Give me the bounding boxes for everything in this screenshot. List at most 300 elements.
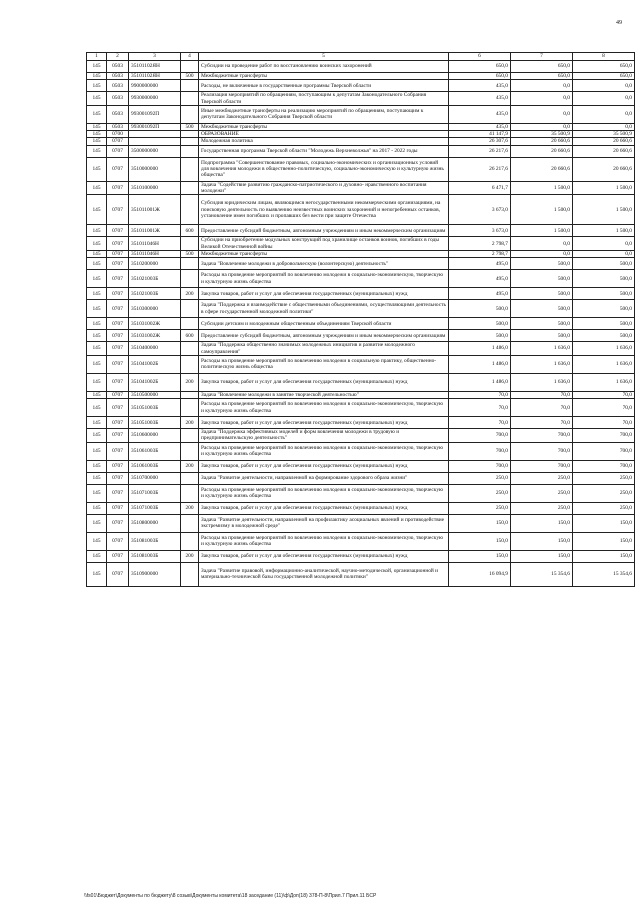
expense-type-cell: 600	[181, 225, 199, 237]
target-article-cell: 351071003Б	[129, 502, 181, 514]
target-article-cell: 351011001Ж	[129, 225, 181, 237]
department-code-cell: 145	[87, 318, 107, 330]
department-code-cell: 145	[87, 472, 107, 484]
target-article-cell: 9930000000	[129, 92, 181, 106]
table-row	[87, 342, 635, 356]
target-article-cell: 351011046Н	[129, 250, 181, 257]
item-name-cell: Межбюджетные трансферты	[199, 123, 449, 130]
department-code-cell: 145	[87, 460, 107, 472]
amount-year3-cell: 0,0	[573, 237, 635, 251]
amount-year1-cell: 495,0	[449, 270, 511, 288]
file-path-footer: \\fs01\Бюджет\Документы по бюджету\8 созыв\Документы комитета\18 заседание (11)\ф\Доп(18) 378-П-8\Прил.7 Прил.11 БСР	[84, 893, 377, 899]
amount-year1-cell: 500,0	[449, 318, 511, 330]
item-name-cell: Закупка товаров, работ и услуг для обеспечения государственных (муниципальных) нужд	[199, 502, 449, 514]
section-code-cell: 0503	[107, 123, 129, 130]
section-code-cell: 0707	[107, 391, 129, 398]
table-row	[87, 550, 635, 562]
amount-year3-cell: 150,0	[573, 532, 635, 550]
table-row	[87, 80, 635, 92]
amount-year2-cell: 15 354,6	[511, 562, 573, 586]
amount-year2-cell: 70,0	[511, 417, 573, 429]
department-code-cell: 145	[87, 145, 107, 157]
target-article-cell: 3510600000	[129, 429, 181, 443]
department-code-cell: 145	[87, 399, 107, 417]
expense-type-cell	[181, 391, 199, 398]
section-code-cell: 0707	[107, 181, 129, 195]
expense-type-cell: 500	[181, 250, 199, 257]
target-article-cell: 35101102ЯН	[129, 73, 181, 80]
amount-year3-cell: 150,0	[573, 550, 635, 562]
expense-type-cell: 200	[181, 550, 199, 562]
section-code-cell: 0707	[107, 225, 129, 237]
amount-year3-cell: 15 354,6	[573, 562, 635, 586]
target-article-cell: 351041002Б	[129, 355, 181, 373]
item-name-cell: Расходы на проведение мероприятий по вовлечению молодежи в социальную практику, общественно-политическую жизнь общества	[199, 355, 449, 373]
item-name-cell: Расходы на проведение мероприятий по вовлечению молодежи в социально-экономическую, творческую и культурную жизнь общества	[199, 484, 449, 502]
department-code-cell: 145	[87, 442, 107, 460]
column-number: 4	[181, 53, 199, 61]
section-code-cell: 0707	[107, 270, 129, 288]
item-name-cell: Межбюджетные трансферты	[199, 73, 449, 80]
column-number: 7	[511, 53, 573, 61]
section-code-cell: 0707	[107, 514, 129, 532]
amount-year2-cell: 0,0	[511, 105, 573, 123]
target-article-cell: 3510100000	[129, 181, 181, 195]
item-name-cell: Расходы на проведение мероприятий по вовлечению молодежи в социально-экономическую, творческую и культурную жизнь общества	[199, 270, 449, 288]
section-code-cell: 0707	[107, 373, 129, 391]
table-row	[87, 288, 635, 300]
target-article-cell: 3510400000	[129, 342, 181, 356]
amount-year1-cell: 150,0	[449, 514, 511, 532]
expense-type-cell	[181, 145, 199, 157]
item-name-cell: Молодежная политика	[199, 138, 449, 145]
department-code-cell: 145	[87, 92, 107, 106]
expense-type-cell	[181, 484, 199, 502]
column-number: 5	[199, 53, 449, 61]
department-code-cell: 145	[87, 105, 107, 123]
column-number: 6	[449, 53, 511, 61]
table-row	[87, 258, 635, 270]
target-article-cell: 35101102ЯН	[129, 61, 181, 73]
item-name-cell: Субсидия юридическим лицам, являющимся негосударственными некоммерческими организациями, на поисковую деятельность по выявлению неизвестных воинских захоронений и непогребенных останков, установление имен погибших и пропавших без вести при защите Отечества	[199, 195, 449, 225]
section-code-cell: 0707	[107, 532, 129, 550]
expense-type-cell	[181, 399, 199, 417]
expense-type-cell	[181, 318, 199, 330]
amount-year1-cell: 435,0	[449, 105, 511, 123]
amount-year3-cell: 700,0	[573, 442, 635, 460]
item-name-cell: Субсидии на проведение работ по восстановлению воинских захоронений	[199, 61, 449, 73]
amount-year2-cell: 500,0	[511, 300, 573, 318]
expense-type-cell	[181, 532, 199, 550]
amount-year2-cell: 0,0	[511, 250, 573, 257]
target-article-cell: 993001092П	[129, 123, 181, 130]
amount-year2-cell: 500,0	[511, 258, 573, 270]
table-row	[87, 123, 635, 130]
target-article-cell	[129, 138, 181, 145]
expense-type-cell: 200	[181, 417, 199, 429]
expense-type-cell	[181, 131, 199, 138]
amount-year3-cell: 20 660,6	[573, 145, 635, 157]
table-row	[87, 131, 635, 138]
item-name-cell: Межбюджетные трансферты	[199, 250, 449, 257]
column-number: 8	[573, 53, 635, 61]
amount-year1-cell: 150,0	[449, 532, 511, 550]
amount-year3-cell: 0,0	[573, 250, 635, 257]
amount-year1-cell: 2 798,7	[449, 237, 511, 251]
section-code-cell: 0707	[107, 429, 129, 443]
item-name-cell: Закупка товаров, работ и услуг для обеспечения государственных (муниципальных) нужд	[199, 417, 449, 429]
target-article-cell: 351061003Б	[129, 460, 181, 472]
amount-year3-cell: 1 636,0	[573, 373, 635, 391]
expense-type-cell: 200	[181, 460, 199, 472]
department-code-cell: 145	[87, 157, 107, 181]
expense-type-cell	[181, 92, 199, 106]
department-code-cell: 145	[87, 330, 107, 342]
section-code-cell: 0707	[107, 472, 129, 484]
item-name-cell: Расходы на проведение мероприятий по вовлечению молодежи в социально-экономическую, творческую и культурную жизнь общества	[199, 399, 449, 417]
section-code-cell: 0503	[107, 73, 129, 80]
table-row	[87, 417, 635, 429]
section-code-cell: 0707	[107, 502, 129, 514]
table-row	[87, 472, 635, 484]
table-row	[87, 429, 635, 443]
amount-year1-cell: 3 673,0	[449, 195, 511, 225]
amount-year1-cell: 6 471,7	[449, 181, 511, 195]
amount-year3-cell: 250,0	[573, 472, 635, 484]
amount-year1-cell: 435,0	[449, 80, 511, 92]
item-name-cell: Закупка товаров, работ и услуг для обеспечения государственных (муниципальных) нужд	[199, 550, 449, 562]
expense-type-cell	[181, 61, 199, 73]
table-row	[87, 250, 635, 257]
expense-type-cell: 500	[181, 73, 199, 80]
section-code-cell: 0707	[107, 460, 129, 472]
amount-year2-cell: 1 636,0	[511, 373, 573, 391]
column-number: 1	[87, 53, 107, 61]
target-article-cell: 3510000000	[129, 157, 181, 181]
amount-year1-cell: 650,0	[449, 73, 511, 80]
section-code-cell: 0707	[107, 562, 129, 586]
table-row	[87, 181, 635, 195]
amount-year2-cell: 250,0	[511, 472, 573, 484]
section-code-cell: 0707	[107, 318, 129, 330]
column-number: 3	[129, 53, 181, 61]
amount-year3-cell: 650,0	[573, 73, 635, 80]
page-number: 49	[616, 20, 622, 26]
amount-year2-cell: 500,0	[511, 270, 573, 288]
table-row	[87, 270, 635, 288]
amount-year3-cell: 250,0	[573, 484, 635, 502]
item-name-cell: Задача "Содействие развитию гражданско-патриотического и духовно- нравственного воспитания молодежи"	[199, 181, 449, 195]
expense-type-cell	[181, 472, 199, 484]
table-row	[87, 73, 635, 80]
amount-year1-cell: 26 307,6	[449, 138, 511, 145]
target-article-cell: 3510200000	[129, 258, 181, 270]
amount-year3-cell: 500,0	[573, 330, 635, 342]
amount-year2-cell: 1 500,0	[511, 225, 573, 237]
target-article-cell: 351011001Ж	[129, 195, 181, 225]
amount-year2-cell: 500,0	[511, 288, 573, 300]
amount-year3-cell: 70,0	[573, 391, 635, 398]
table-row	[87, 157, 635, 181]
item-name-cell: Задача "Вовлечение молодежи в добровольческую (волонтерскую) деятельность"	[199, 258, 449, 270]
department-code-cell: 145	[87, 342, 107, 356]
amount-year3-cell: 35 500,9	[573, 131, 635, 138]
amount-year3-cell: 150,0	[573, 514, 635, 532]
expense-type-cell: 200	[181, 288, 199, 300]
amount-year3-cell: 20 660,6	[573, 157, 635, 181]
expense-type-cell	[181, 258, 199, 270]
item-name-cell: Задача "Поддержка эффективных моделей и форм вовлечения молодежи в трудовую и предпринимательскую деятельность"	[199, 429, 449, 443]
amount-year2-cell: 0,0	[511, 237, 573, 251]
department-code-cell: 145	[87, 250, 107, 257]
column-number: 2	[107, 53, 129, 61]
target-article-cell: 3500000000	[129, 145, 181, 157]
section-code-cell: 0700	[107, 131, 129, 138]
department-code-cell: 145	[87, 138, 107, 145]
section-code-cell: 0503	[107, 80, 129, 92]
department-code-cell: 145	[87, 80, 107, 92]
target-article-cell	[129, 131, 181, 138]
amount-year2-cell: 35 500,9	[511, 131, 573, 138]
expense-type-cell	[181, 181, 199, 195]
table-row	[87, 138, 635, 145]
item-name-cell: Реализация мероприятий по обращениям, поступающим к депутатам Законодательного Собрания Тверской области	[199, 92, 449, 106]
expense-type-cell	[181, 157, 199, 181]
expense-type-cell	[181, 195, 199, 225]
amount-year1-cell: 435,0	[449, 92, 511, 106]
department-code-cell: 145	[87, 391, 107, 398]
amount-year2-cell: 70,0	[511, 391, 573, 398]
amount-year2-cell: 500,0	[511, 330, 573, 342]
amount-year1-cell: 26 217,6	[449, 145, 511, 157]
item-name-cell: Расходы, не включенные в государственные программы Тверской области	[199, 80, 449, 92]
table-row	[87, 502, 635, 514]
item-name-cell: ОБРАЗОВАНИЕ	[199, 131, 449, 138]
amount-year2-cell: 1 500,0	[511, 195, 573, 225]
amount-year1-cell: 3 673,0	[449, 225, 511, 237]
amount-year1-cell: 700,0	[449, 460, 511, 472]
department-code-cell: 145	[87, 195, 107, 225]
table-row	[87, 145, 635, 157]
amount-year3-cell: 1 636,0	[573, 342, 635, 356]
department-code-cell: 145	[87, 550, 107, 562]
section-code-cell: 0707	[107, 288, 129, 300]
target-article-cell: 351021003Б	[129, 288, 181, 300]
department-code-cell: 145	[87, 181, 107, 195]
amount-year3-cell: 500,0	[573, 318, 635, 330]
target-article-cell: 351011046Н	[129, 237, 181, 251]
item-name-cell: Расходы на проведение мероприятий по вовлечению молодежи в социально-экономическую, творческую и культурную жизнь общества	[199, 532, 449, 550]
amount-year2-cell: 150,0	[511, 532, 573, 550]
target-article-cell: 9900000000	[129, 80, 181, 92]
item-name-cell: Задача "Развитие деятельности, направленной на формирование здорового образа жизни"	[199, 472, 449, 484]
amount-year2-cell: 700,0	[511, 429, 573, 443]
table-row	[87, 442, 635, 460]
amount-year3-cell: 1 636,0	[573, 355, 635, 373]
amount-year3-cell: 500,0	[573, 288, 635, 300]
item-name-cell: Субсидии детским и молодежным общественным объединениям Тверской области	[199, 318, 449, 330]
table-row	[87, 61, 635, 73]
department-code-cell: 145	[87, 532, 107, 550]
amount-year2-cell: 0,0	[511, 92, 573, 106]
amount-year3-cell: 70,0	[573, 417, 635, 429]
expense-type-cell	[181, 442, 199, 460]
amount-year2-cell: 700,0	[511, 442, 573, 460]
expense-type-cell	[181, 138, 199, 145]
expense-type-cell	[181, 429, 199, 443]
department-code-cell: 145	[87, 73, 107, 80]
table-row	[87, 562, 635, 586]
section-code-cell: 0707	[107, 195, 129, 225]
department-code-cell: 145	[87, 300, 107, 318]
amount-year2-cell: 650,0	[511, 73, 573, 80]
amount-year2-cell: 0,0	[511, 123, 573, 130]
section-code-cell: 0707	[107, 258, 129, 270]
item-name-cell: Задача "Развитие правовой, информационно-аналитической, научно-методической, организационной и материально-технической базы государственной молодежной политики"	[199, 562, 449, 586]
section-code-cell: 0707	[107, 250, 129, 257]
table-row	[87, 460, 635, 472]
expense-type-cell: 200	[181, 502, 199, 514]
table-row	[87, 92, 635, 106]
table-row	[87, 225, 635, 237]
amount-year2-cell: 250,0	[511, 502, 573, 514]
amount-year1-cell: 150,0	[449, 550, 511, 562]
expense-type-cell	[181, 300, 199, 318]
target-article-cell: 3510700000	[129, 472, 181, 484]
table-row	[87, 484, 635, 502]
department-code-cell: 145	[87, 514, 107, 532]
target-article-cell: 351031002Ж	[129, 318, 181, 330]
item-name-cell: Расходы на проведение мероприятий по вовлечению молодежи в социально-экономическую, творческую и культурную жизнь общества	[199, 442, 449, 460]
target-article-cell: 351081003Б	[129, 550, 181, 562]
item-name-cell: Государственная программа Тверской области "Молодежь Верхневолжья" на 2017 - 2022 годы	[199, 145, 449, 157]
amount-year1-cell: 1 486,0	[449, 373, 511, 391]
amount-year1-cell: 500,0	[449, 330, 511, 342]
section-code-cell: 0707	[107, 355, 129, 373]
item-name-cell: Задача "Поддержка и взаимодействие с общественными объединениями, осуществляющими деятельность в сфере государственной молодежной политики"	[199, 300, 449, 318]
amount-year1-cell: 2 798,7	[449, 250, 511, 257]
budget-table-body	[87, 53, 635, 587]
section-code-cell: 0503	[107, 105, 129, 123]
target-article-cell: 3510300000	[129, 300, 181, 318]
table-row	[87, 355, 635, 373]
department-code-cell: 145	[87, 502, 107, 514]
amount-year2-cell: 20 660,6	[511, 145, 573, 157]
expense-type-cell	[181, 342, 199, 356]
department-code-cell: 145	[87, 270, 107, 288]
expense-type-cell	[181, 105, 199, 123]
target-article-cell: 351031002Ж	[129, 330, 181, 342]
target-article-cell: 351071003Б	[129, 484, 181, 502]
section-code-cell: 0707	[107, 145, 129, 157]
item-name-cell: Закупка товаров, работ и услуг для обеспечения государственных (муниципальных) нужд	[199, 373, 449, 391]
department-code-cell: 145	[87, 237, 107, 251]
section-code-cell: 0707	[107, 417, 129, 429]
amount-year3-cell: 500,0	[573, 270, 635, 288]
expense-type-cell	[181, 562, 199, 586]
section-code-cell: 0707	[107, 342, 129, 356]
item-name-cell: Субсидии на приобретение модульных конструкций под хранилище останков воинов, погибших в годы Великой Отечественной войны	[199, 237, 449, 251]
item-name-cell: Закупка товаров, работ и услуг для обеспечения государственных (муниципальных) нужд	[199, 460, 449, 472]
amount-year3-cell: 0,0	[573, 80, 635, 92]
target-article-cell: 3510500000	[129, 391, 181, 398]
department-code-cell: 145	[87, 355, 107, 373]
amount-year3-cell: 0,0	[573, 92, 635, 106]
department-code-cell: 145	[87, 562, 107, 586]
expense-type-cell	[181, 514, 199, 532]
amount-year1-cell: 41 147,9	[449, 131, 511, 138]
table-row	[87, 318, 635, 330]
section-code-cell: 0503	[107, 92, 129, 106]
amount-year3-cell: 20 660,6	[573, 138, 635, 145]
amount-year3-cell: 0,0	[573, 105, 635, 123]
section-code-cell: 0707	[107, 550, 129, 562]
amount-year2-cell: 1 636,0	[511, 355, 573, 373]
department-code-cell: 145	[87, 131, 107, 138]
table-row	[87, 195, 635, 225]
expense-type-cell	[181, 237, 199, 251]
amount-year1-cell: 650,0	[449, 61, 511, 73]
expense-type-cell	[181, 80, 199, 92]
item-name-cell: Предоставление субсидий бюджетным, автономным учреждениям и иным некоммерческим организациям	[199, 225, 449, 237]
section-code-cell: 0503	[107, 61, 129, 73]
amount-year2-cell: 250,0	[511, 484, 573, 502]
amount-year3-cell: 1 500,0	[573, 195, 635, 225]
table-row	[87, 391, 635, 398]
amount-year2-cell: 70,0	[511, 399, 573, 417]
amount-year1-cell: 435,0	[449, 123, 511, 130]
section-code-cell: 0707	[107, 442, 129, 460]
amount-year2-cell: 20 660,6	[511, 138, 573, 145]
target-article-cell: 351051003Б	[129, 399, 181, 417]
department-code-cell: 145	[87, 225, 107, 237]
item-name-cell: Задача "Развитие деятельности, направленной на профилактику асоциальных явлений и противодействие экстремизму в молодежной среде"	[199, 514, 449, 532]
amount-year1-cell: 250,0	[449, 472, 511, 484]
amount-year3-cell: 70,0	[573, 399, 635, 417]
item-name-cell: Подпрограмма "Совершенствование правовых, социально-экономических и организационных условий для вовлечения молодежи в общественно-политическую, социально-экономическую и культурную жизнь общества"	[199, 157, 449, 181]
amount-year3-cell: 1 500,0	[573, 181, 635, 195]
section-code-cell: 0707	[107, 399, 129, 417]
target-article-cell: 3510900000	[129, 562, 181, 586]
section-code-cell: 0707	[107, 300, 129, 318]
department-code-cell: 145	[87, 484, 107, 502]
amount-year1-cell: 700,0	[449, 429, 511, 443]
target-article-cell: 351041002Б	[129, 373, 181, 391]
amount-year2-cell: 1 636,0	[511, 342, 573, 356]
amount-year3-cell: 700,0	[573, 460, 635, 472]
table-row	[87, 514, 635, 532]
target-article-cell: 351081003Б	[129, 532, 181, 550]
column-number-row	[87, 53, 635, 61]
amount-year2-cell: 0,0	[511, 80, 573, 92]
expense-type-cell: 200	[181, 373, 199, 391]
section-code-cell: 0707	[107, 138, 129, 145]
amount-year3-cell: 500,0	[573, 258, 635, 270]
amount-year3-cell: 250,0	[573, 502, 635, 514]
table-row	[87, 237, 635, 251]
amount-year1-cell: 26 217,6	[449, 157, 511, 181]
table-row	[87, 105, 635, 123]
amount-year1-cell: 250,0	[449, 484, 511, 502]
amount-year1-cell: 16 094,9	[449, 562, 511, 586]
amount-year2-cell: 150,0	[511, 550, 573, 562]
target-article-cell: 351061003Б	[129, 442, 181, 460]
amount-year2-cell: 650,0	[511, 61, 573, 73]
amount-year2-cell: 700,0	[511, 460, 573, 472]
amount-year3-cell: 650,0	[573, 61, 635, 73]
item-name-cell: Предоставление субсидий бюджетным, автономным учреждениям и иным некоммерческим организациям	[199, 330, 449, 342]
amount-year2-cell: 500,0	[511, 318, 573, 330]
